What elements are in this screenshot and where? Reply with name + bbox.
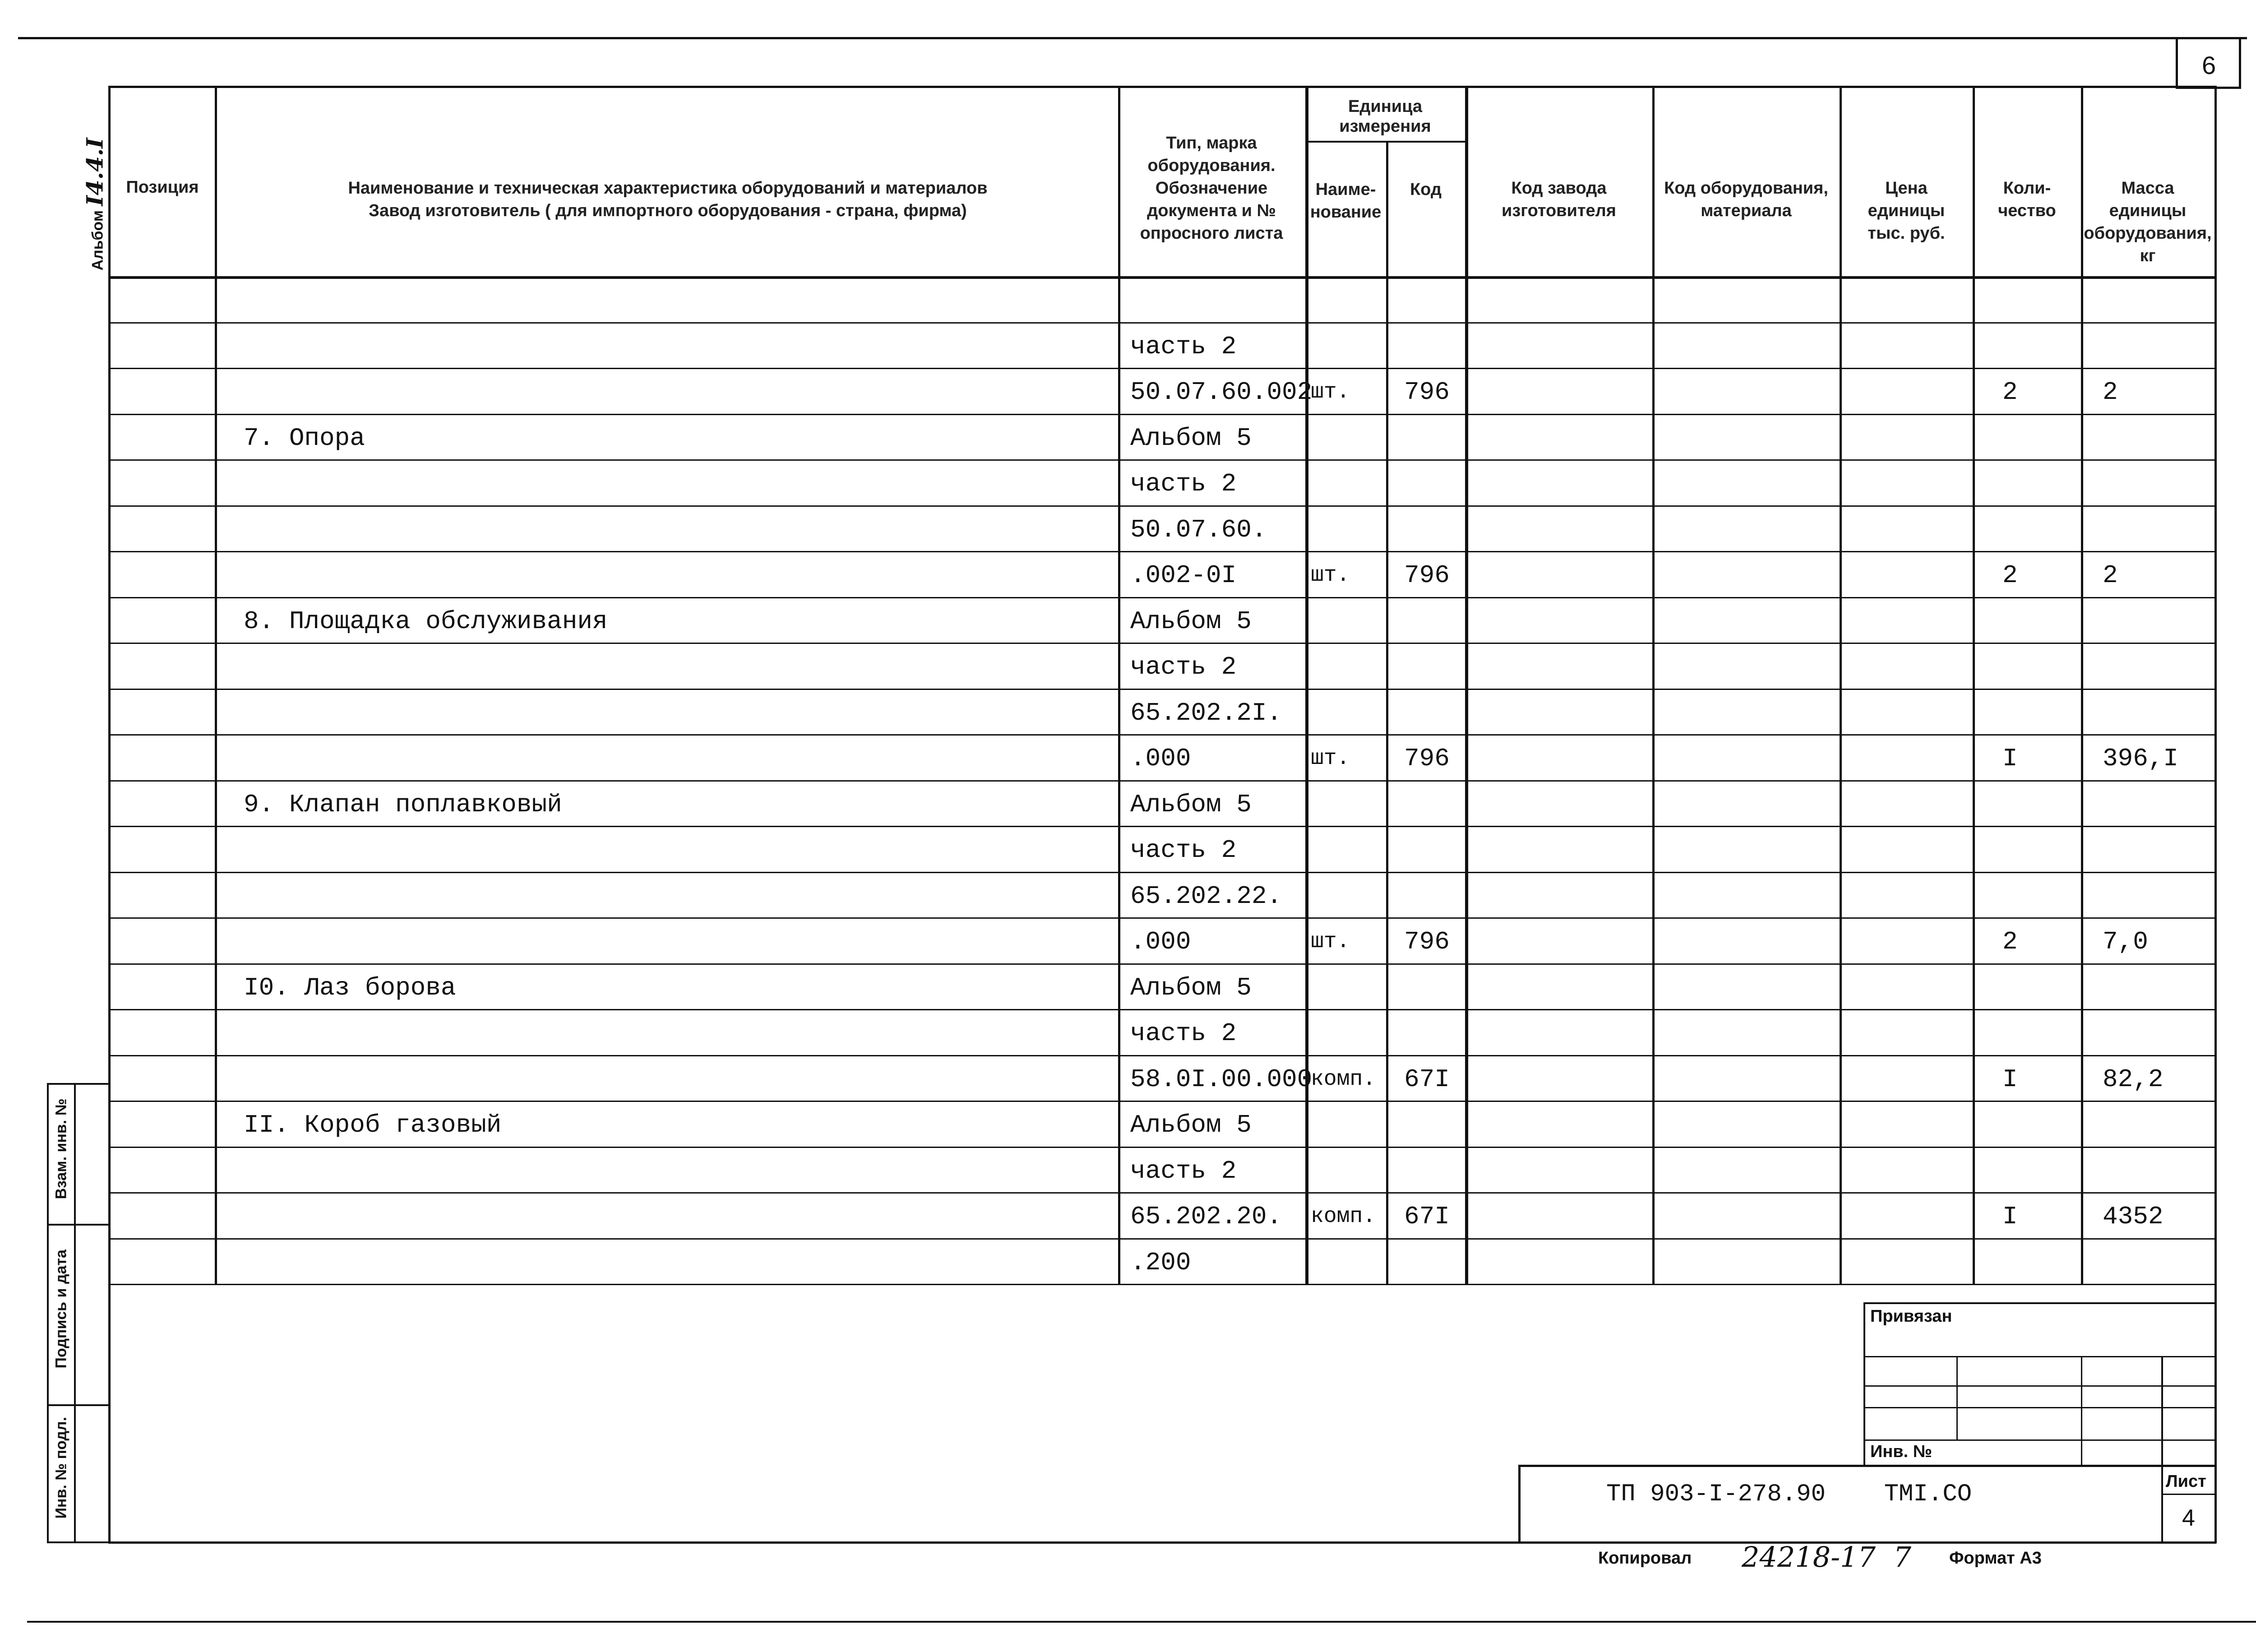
header-quantity: Коли- чество <box>1998 179 2056 220</box>
table-row-line <box>108 1009 2216 1010</box>
podpis-label: Подпись и дата <box>52 1249 70 1369</box>
privyazan-col1 <box>1956 1356 1958 1439</box>
table-row-line <box>108 368 2216 369</box>
privyazan-box-top <box>1863 1302 2216 1304</box>
table-column-line <box>1840 86 1842 1284</box>
unit-group-divider <box>1305 141 1465 143</box>
kopiroval-label: Копировал <box>1598 1549 1692 1568</box>
header-equip-code: Код оборудования, материала <box>1664 179 1828 220</box>
table-top-line <box>108 86 2216 88</box>
row-mass: 4352 <box>2103 1202 2164 1231</box>
table-row-line <box>108 1192 2216 1194</box>
album-label: Альбом I4.4.I <box>81 138 108 271</box>
row-doc: .200 <box>1130 1248 1191 1277</box>
row-doc: часть 2 <box>1130 469 1237 498</box>
table-row-line <box>108 689 2216 690</box>
frame-bottom-line <box>27 1621 2256 1623</box>
row-doc: Альбом 5 <box>1130 423 1252 453</box>
privyazan-col2 <box>2081 1356 2082 1467</box>
row-unit: шт. <box>1311 746 1350 771</box>
row-mass: 2 <box>2103 378 2118 407</box>
header-type-mark: Тип, марка оборудования. Обозначение документа и № опросного листа <box>1140 134 1283 243</box>
row-qty: I <box>2002 744 2018 773</box>
table-row-line <box>108 780 2216 782</box>
privyazan-label: Привязан <box>1870 1307 1952 1326</box>
row-code: 796 <box>1404 744 1450 773</box>
table-row-line <box>108 872 2216 873</box>
row-name: 7. Опора <box>244 423 365 453</box>
inv-no-label: Инв. № <box>1870 1442 1932 1461</box>
table-row-line <box>108 597 2216 598</box>
row-doc: 50.07.60. <box>1130 515 1267 544</box>
table-row-line <box>108 505 2216 507</box>
page-number-box-right <box>2239 39 2241 88</box>
table-row-line <box>108 551 2216 552</box>
table-row-line <box>108 1055 2216 1056</box>
privyazan-row4 <box>1863 1439 2216 1441</box>
row-unit: комп. <box>1311 1067 1376 1092</box>
table-row-line <box>108 917 2216 919</box>
table-column-line <box>1118 86 1120 1284</box>
row-doc: 65.202.2I. <box>1130 698 1282 727</box>
table-row-line <box>108 826 2216 827</box>
row-doc: Альбом 5 <box>1130 606 1252 636</box>
row-unit: шт. <box>1311 563 1350 588</box>
list-number: 4 <box>2182 1505 2195 1531</box>
row-code: 67I <box>1404 1064 1450 1094</box>
header-unit-name: Наиме- нование <box>1310 180 1382 222</box>
row-name: 8. Площадка обслуживания <box>244 606 608 636</box>
table-column-line <box>1652 86 1655 1284</box>
binding-strip-div1 <box>47 1224 110 1226</box>
privyazan-row2 <box>1863 1385 2216 1387</box>
table-row-line <box>108 322 2216 324</box>
row-doc: часть 2 <box>1130 652 1237 681</box>
row-doc: 58.0I.00.000 <box>1130 1064 1313 1094</box>
header-position: Позиция <box>126 178 199 197</box>
row-qty: 2 <box>2002 561 2018 590</box>
table-column-line <box>2214 86 2217 1284</box>
row-doc: Альбом 5 <box>1130 973 1252 1002</box>
row-mass: 2 <box>2103 561 2118 590</box>
header-mass: Масса единицы оборудования, кг <box>2084 179 2212 265</box>
table-row-line <box>108 734 2216 736</box>
copy-number: 24218-17 7 <box>1742 1541 1911 1573</box>
page-number: 6 <box>2202 51 2216 79</box>
table-column-line <box>215 86 217 1284</box>
binding-strip-top <box>47 1083 110 1085</box>
table-row-line <box>108 1284 2216 1285</box>
row-doc: Альбом 5 <box>1130 790 1252 819</box>
row-qty: I <box>2002 1202 2018 1231</box>
table-column-line <box>1465 86 1468 1284</box>
privyazan-row1 <box>1863 1356 2216 1357</box>
row-code: 796 <box>1404 378 1450 407</box>
table-column-line <box>1305 86 1308 1284</box>
header-bottom-line <box>108 276 2216 279</box>
row-qty: 2 <box>2002 378 2018 407</box>
page-number-box-left <box>2176 39 2178 88</box>
row-code: 796 <box>1404 927 1450 956</box>
format-label: Формат А3 <box>1949 1549 2042 1568</box>
stamp-list-row <box>2161 1494 2216 1495</box>
stamp-list-divider <box>2161 1465 2163 1543</box>
row-unit: шт. <box>1311 380 1350 404</box>
row-doc: часть 2 <box>1130 836 1237 865</box>
row-doc: часть 2 <box>1130 332 1237 361</box>
table-row-line <box>108 643 2216 644</box>
row-mass: 7,0 <box>2103 927 2148 956</box>
binding-strip-left <box>47 1083 49 1543</box>
privyazan-col3 <box>2161 1356 2163 1467</box>
header-unit-code: Код <box>1410 180 1442 199</box>
row-doc: часть 2 <box>1130 1156 1237 1185</box>
vzam-inv-label: Взам. инв. № <box>52 1098 70 1199</box>
binding-strip-div2 <box>47 1404 110 1406</box>
row-unit: комп. <box>1311 1204 1376 1229</box>
row-unit: шт. <box>1311 930 1350 954</box>
table-row-line <box>108 459 2216 461</box>
row-doc: .000 <box>1130 927 1191 956</box>
table-row-line <box>108 1147 2216 1148</box>
row-doc: .002-0I <box>1130 561 1237 590</box>
stamp-left <box>1518 1465 1521 1543</box>
inv-podl-label: Инв. № подл. <box>52 1416 70 1519</box>
row-doc: 65.202.20. <box>1130 1202 1282 1231</box>
row-doc: 50.07.60.002 <box>1130 378 1313 407</box>
header-name: Наименование и техническая характеристика оборудований и материалов Завод изготовитель ( для импортного оборудования - страна, фирма) <box>348 179 988 220</box>
table-row-line <box>108 414 2216 415</box>
table-row-line <box>108 963 2216 965</box>
row-doc: .000 <box>1130 744 1191 773</box>
row-qty: 2 <box>2002 927 2018 956</box>
row-mass: 396,I <box>2103 744 2179 773</box>
table-row-line <box>108 1238 2216 1240</box>
row-code: 67I <box>1404 1202 1450 1231</box>
privyazan-box-left <box>1863 1302 1865 1467</box>
table-column-line <box>1386 141 1388 1284</box>
header-unit-group: Единица измерения <box>1339 97 1431 136</box>
table-column-line <box>108 86 111 1284</box>
row-doc: 65.202.22. <box>1130 881 1282 911</box>
row-doc: Альбом 5 <box>1130 1111 1252 1139</box>
table-row-line <box>108 1101 2216 1102</box>
row-code: 796 <box>1404 561 1450 590</box>
row-doc: часть 2 <box>1130 1019 1237 1048</box>
header-price: Цена единицы тыс. руб. <box>1868 179 1945 243</box>
frame-top-line <box>18 37 2247 39</box>
header-plant-code: Код завода изготовителя <box>1502 179 1616 220</box>
privyazan-row3 <box>1863 1407 2216 1408</box>
binding-strip-bottom <box>47 1541 110 1543</box>
doc-code: ТП 903-I-278.90 ТМI.СО <box>1606 1481 1972 1508</box>
row-name: 9. Клапан поплавковый <box>244 790 562 819</box>
row-qty: I <box>2002 1064 2018 1094</box>
list-label: Лист <box>2166 1472 2206 1491</box>
row-name: II. Короб газовый <box>244 1111 502 1139</box>
binding-strip-mid <box>74 1083 76 1543</box>
row-mass: 82,2 <box>2103 1064 2164 1094</box>
stamp-top <box>1518 1465 2216 1467</box>
table-column-line <box>1973 86 1975 1284</box>
row-name: I0. Лаз борова <box>244 973 456 1002</box>
